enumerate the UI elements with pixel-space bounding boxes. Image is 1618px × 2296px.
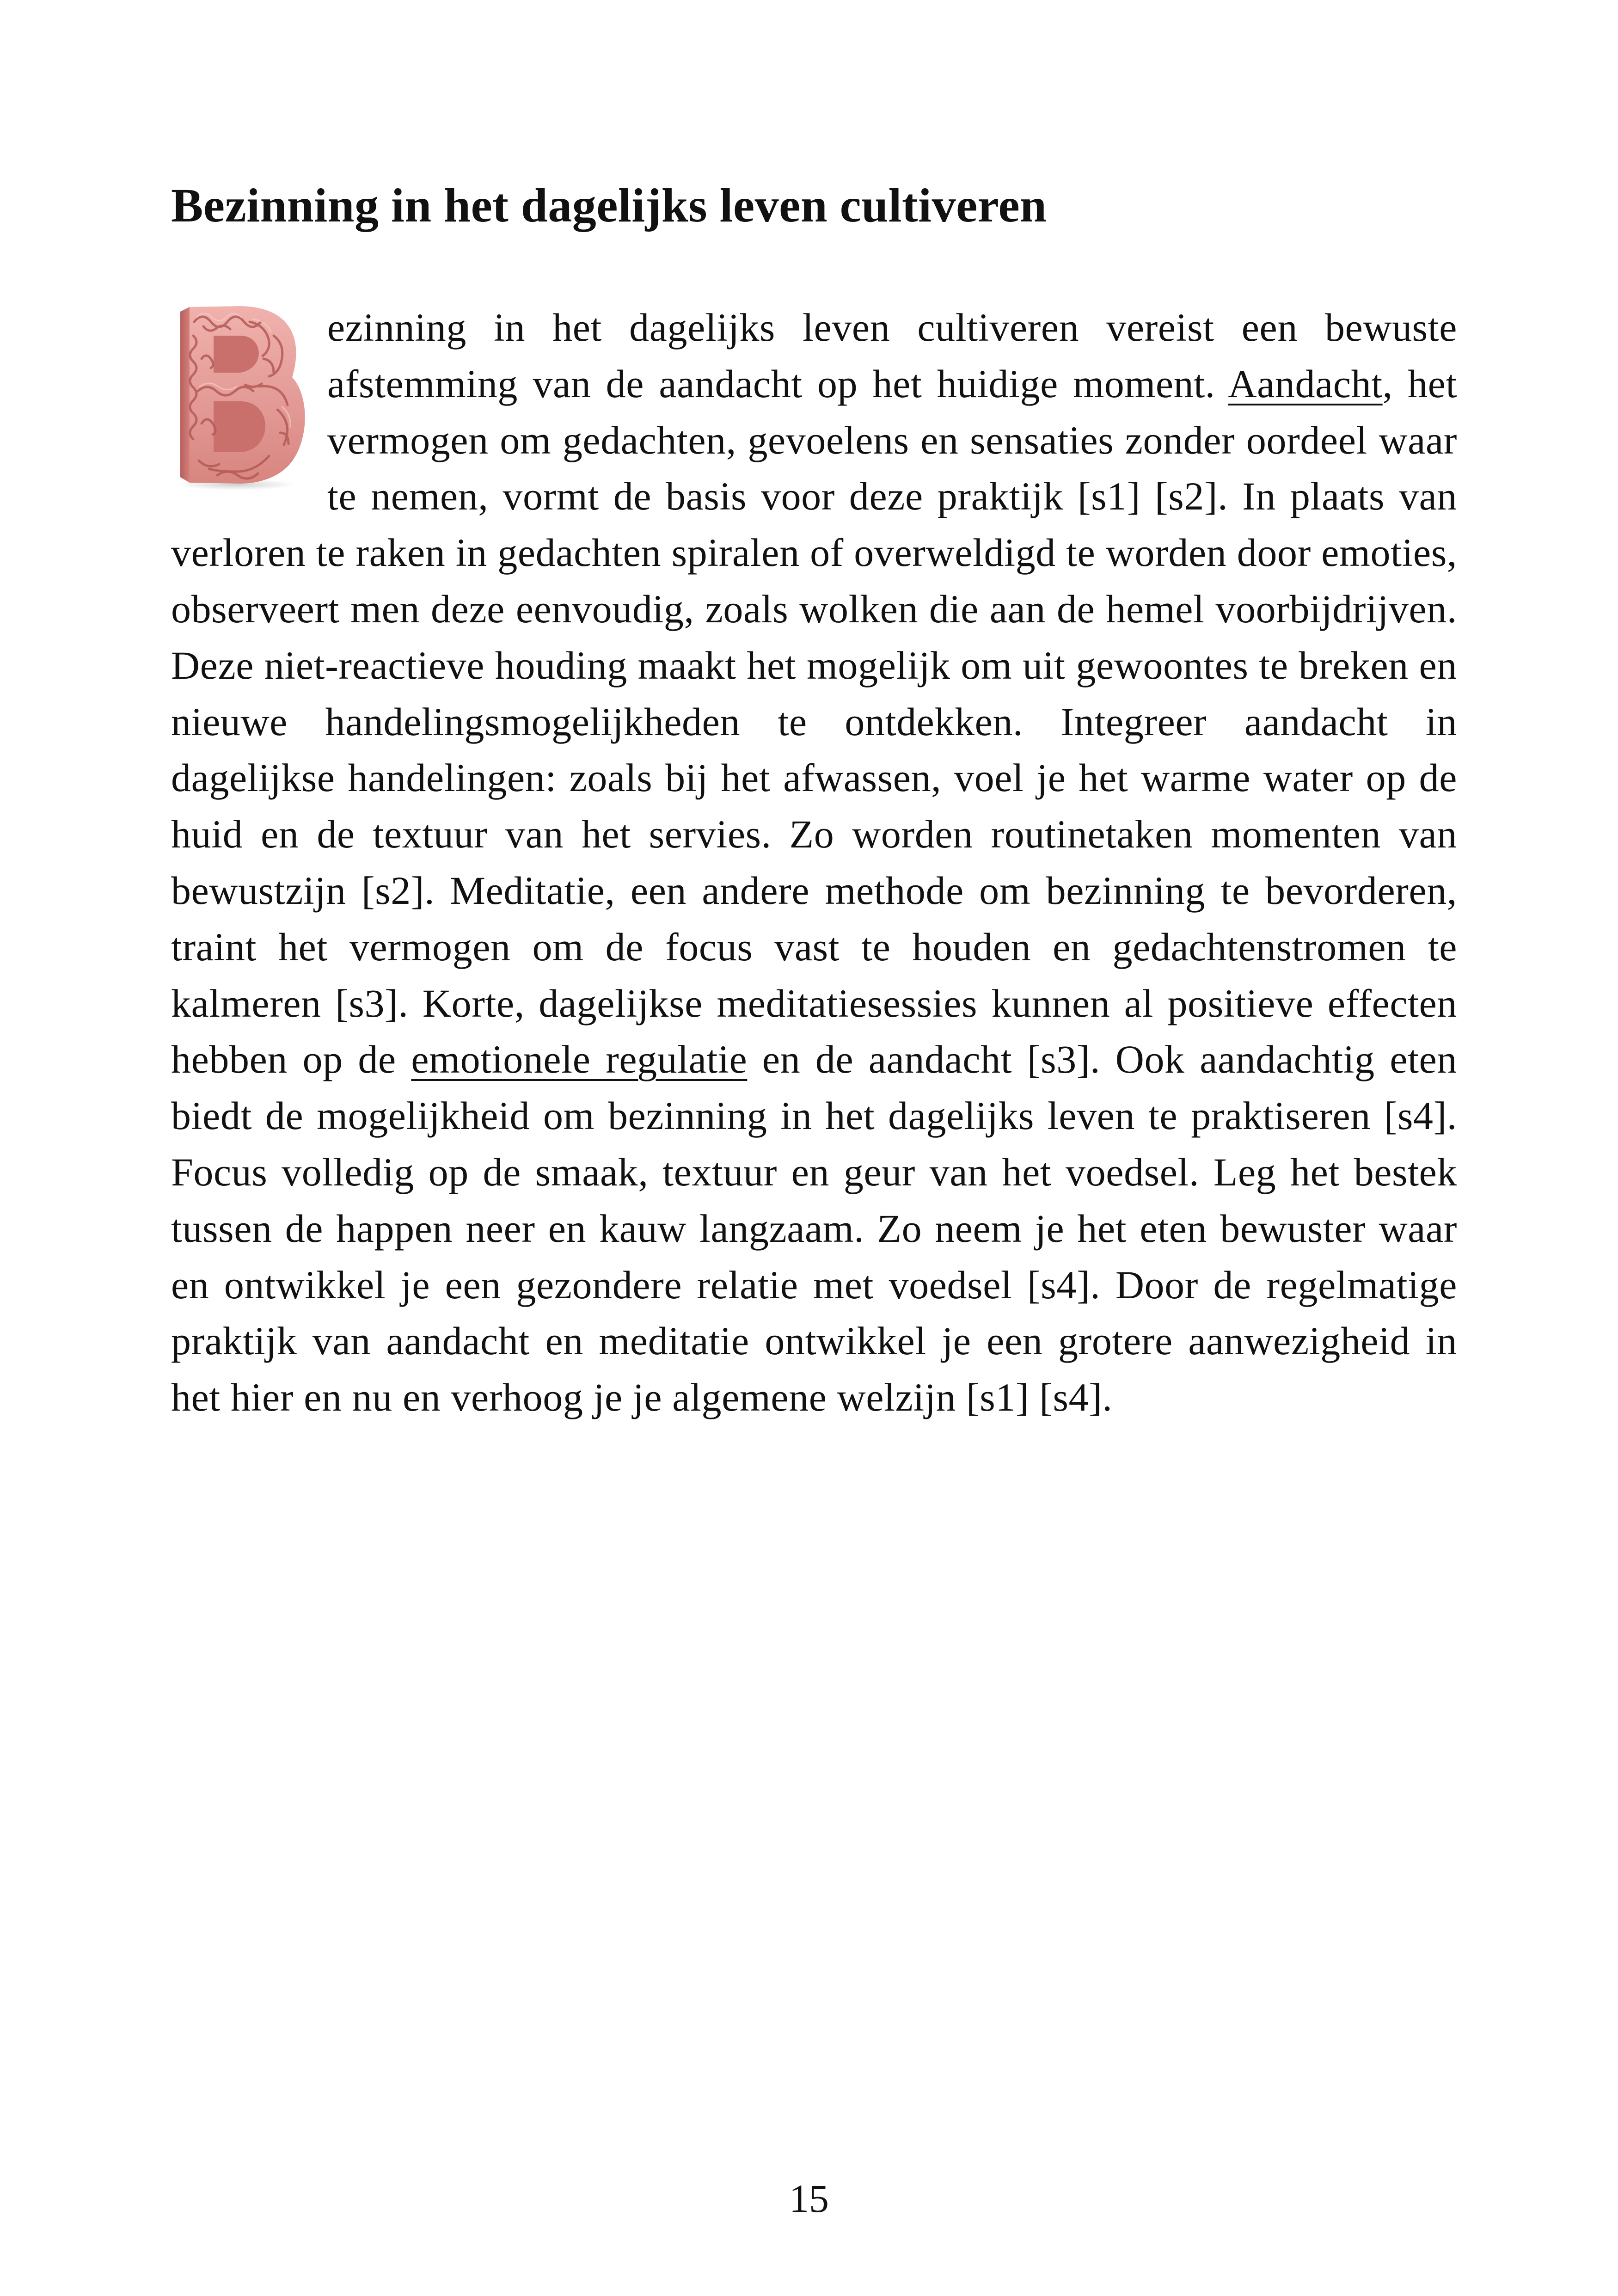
drop-cap-brain-letter-b [171,303,309,491]
body-paragraph [171,300,1457,1426]
paragraph-text-part-2: , het vermogen om gedachten, gevoelens en sensaties zonder oordeel waar te nemen, vormt de basis voor deze praktijk [s1] [s2]. In plaats van verloren te raken in gedachten spiralen of overweldigd te worden door emoties, observeert men deze eenvoudig, zoals wolken die aan de hemel voorbijdrijven. Deze niet-reactieve houding maakt het mogelijk om uit gewoontes te breken en nieuwe handelingsmogelijkheden te ontdekken. Integreer aandacht in dagelijkse handelingen: zoals bij het afwassen, voel je het warme water op de huid en de textuur van het servies. Zo worden routinetaken momenten van bewustzijn [s2]. Meditatie, een andere methode om bezinning te bevorderen, traint het vermogen om de focus vast te houden en gedachtenstromen te kalmeren [s3]. Korte, dagelijkse meditatiesessies kunnen al positieve effecten hebben op de [171,361,1457,1082]
paragraph-text-part-1: ezinning in het dagelijks leven cultiveren vereist een bewuste afstemming van de aandacht op het huidige moment. [327,305,1457,406]
page-number: 15 [789,2176,829,2221]
term-emotionele-regulatie: emotionele regulatie [411,1037,748,1082]
paragraph-text-part-3: en de aandacht [s3]. Ook aandachtig eten biedt de mogelijkheid om bezinning in het dagelijks leven te praktiseren [s4]. Focus volledig op de smaak, textuur en geur van het voedsel. Leg het bestek tussen de happen neer en kauw langzaam. Zo neem je het eten bewuster waar en ontwikkel je een gezondere relatie met voedsel [s4]. Door de regelmatige praktijk van aandacht en meditatie ontwikkel je een grotere aanwezigheid in het hier en nu en verhoog je je algemene welzijn [s1] [s4]. [171,1037,1457,1420]
term-aandacht: Aandacht [1228,361,1383,406]
page-title: Bezinning in het dagelijks leven cultiveren [171,179,1047,232]
